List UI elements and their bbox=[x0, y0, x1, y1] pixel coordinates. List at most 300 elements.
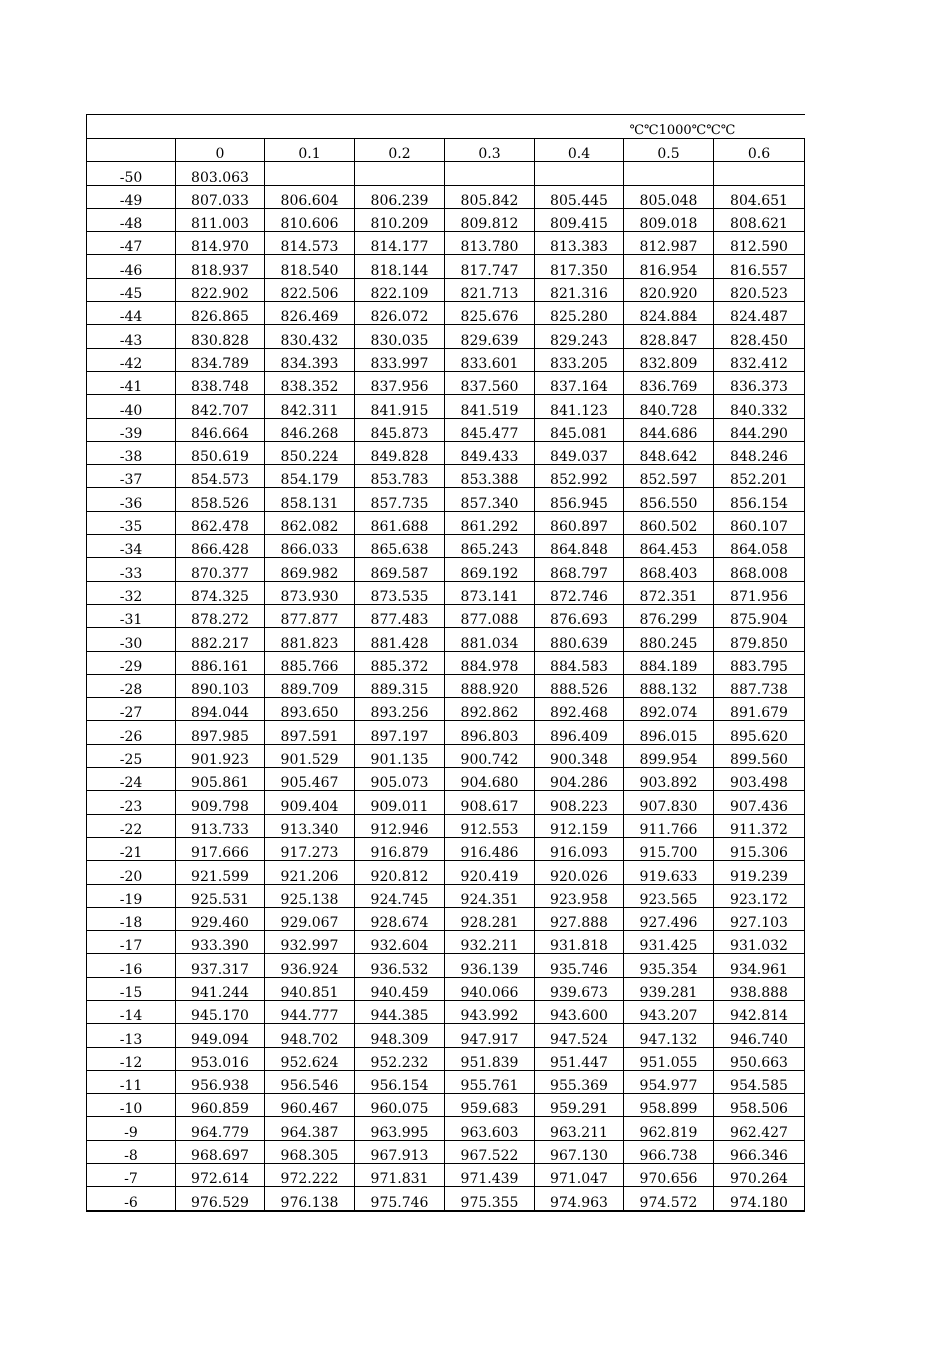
table-cell[interactable]: 875.904 bbox=[714, 604, 805, 627]
table-cell[interactable]: 853.388 bbox=[445, 465, 535, 488]
table-cell[interactable]: 917.273 bbox=[265, 837, 355, 860]
table-cell[interactable]: 857.340 bbox=[445, 488, 535, 511]
table-cell[interactable]: 821.316 bbox=[535, 278, 624, 301]
table-cell[interactable]: 927.888 bbox=[535, 907, 624, 930]
table-cell[interactable]: 974.572 bbox=[624, 1187, 714, 1211]
table-cell[interactable]: 903.498 bbox=[714, 768, 805, 791]
table-cell[interactable]: 837.164 bbox=[535, 371, 624, 394]
table-cell[interactable]: 833.205 bbox=[535, 348, 624, 371]
table-cell[interactable]: 805.445 bbox=[535, 185, 624, 208]
table-cell[interactable]: 971.047 bbox=[535, 1164, 624, 1187]
table-cell[interactable]: 947.524 bbox=[535, 1024, 624, 1047]
table-cell[interactable]: 931.818 bbox=[535, 931, 624, 954]
table-cell[interactable]: 804.651 bbox=[714, 185, 805, 208]
table-cell[interactable]: 856.550 bbox=[624, 488, 714, 511]
table-cell[interactable]: 864.848 bbox=[535, 535, 624, 558]
table-cell[interactable]: 836.769 bbox=[624, 371, 714, 394]
table-cell[interactable]: 866.033 bbox=[265, 535, 355, 558]
table-cell[interactable]: 864.453 bbox=[624, 535, 714, 558]
table-cell[interactable]: 916.879 bbox=[355, 837, 445, 860]
table-cell[interactable]: 934.961 bbox=[714, 954, 805, 977]
row-temperature[interactable]: -42 bbox=[87, 348, 176, 371]
table-cell[interactable] bbox=[355, 162, 445, 185]
table-cell[interactable]: 974.180 bbox=[714, 1187, 805, 1211]
table-cell[interactable]: 846.268 bbox=[265, 418, 355, 441]
table-cell[interactable]: 834.789 bbox=[176, 348, 265, 371]
table-cell[interactable]: 872.746 bbox=[535, 581, 624, 604]
table-cell[interactable]: 850.224 bbox=[265, 441, 355, 464]
table-cell[interactable]: 888.920 bbox=[445, 674, 535, 697]
table-cell[interactable]: 881.428 bbox=[355, 628, 445, 651]
row-temperature[interactable]: -23 bbox=[87, 791, 176, 814]
table-cell[interactable]: 947.132 bbox=[624, 1024, 714, 1047]
row-temperature[interactable]: -44 bbox=[87, 302, 176, 325]
table-cell[interactable]: 943.992 bbox=[445, 1000, 535, 1023]
table-cell[interactable]: 916.486 bbox=[445, 837, 535, 860]
table-cell[interactable]: 955.369 bbox=[535, 1070, 624, 1093]
table-cell[interactable]: 896.803 bbox=[445, 721, 535, 744]
table-cell[interactable]: 897.591 bbox=[265, 721, 355, 744]
table-cell[interactable]: 945.170 bbox=[176, 1000, 265, 1023]
table-cell[interactable]: 909.798 bbox=[176, 791, 265, 814]
row-temperature[interactable]: -11 bbox=[87, 1070, 176, 1093]
table-cell[interactable]: 871.956 bbox=[714, 581, 805, 604]
table-cell[interactable]: 814.970 bbox=[176, 232, 265, 255]
table-cell[interactable]: 810.606 bbox=[265, 208, 355, 231]
table-cell[interactable]: 955.761 bbox=[445, 1070, 535, 1093]
table-cell[interactable]: 904.286 bbox=[535, 768, 624, 791]
table-cell[interactable]: 895.620 bbox=[714, 721, 805, 744]
table-cell[interactable]: 931.032 bbox=[714, 931, 805, 954]
table-cell[interactable]: 873.930 bbox=[265, 581, 355, 604]
table-cell[interactable]: 869.192 bbox=[445, 558, 535, 581]
row-temperature[interactable]: -31 bbox=[87, 604, 176, 627]
table-cell[interactable]: 931.425 bbox=[624, 931, 714, 954]
table-cell[interactable]: 901.529 bbox=[265, 744, 355, 767]
table-cell[interactable]: 920.026 bbox=[535, 861, 624, 884]
table-cell[interactable]: 937.317 bbox=[176, 954, 265, 977]
table-cell[interactable]: 872.351 bbox=[624, 581, 714, 604]
table-cell[interactable]: 854.573 bbox=[176, 465, 265, 488]
table-cell[interactable]: 944.777 bbox=[265, 1000, 355, 1023]
table-cell[interactable]: 873.535 bbox=[355, 581, 445, 604]
table-cell[interactable]: 821.713 bbox=[445, 278, 535, 301]
table-cell[interactable]: 893.256 bbox=[355, 698, 445, 721]
row-temperature[interactable]: -37 bbox=[87, 465, 176, 488]
table-cell[interactable]: 858.526 bbox=[176, 488, 265, 511]
table-cell[interactable]: 860.897 bbox=[535, 511, 624, 534]
table-cell[interactable]: 907.830 bbox=[624, 791, 714, 814]
table-cell[interactable]: 954.977 bbox=[624, 1070, 714, 1093]
row-temperature[interactable]: -18 bbox=[87, 907, 176, 930]
table-cell[interactable]: 956.154 bbox=[355, 1070, 445, 1093]
table-cell[interactable]: 948.702 bbox=[265, 1024, 355, 1047]
row-temperature[interactable]: -50 bbox=[87, 162, 176, 185]
table-cell[interactable]: 896.409 bbox=[535, 721, 624, 744]
row-temperature[interactable]: -17 bbox=[87, 931, 176, 954]
table-cell[interactable]: 862.478 bbox=[176, 511, 265, 534]
table-cell[interactable]: 884.583 bbox=[535, 651, 624, 674]
table-cell[interactable]: 924.351 bbox=[445, 884, 535, 907]
table-cell[interactable]: 845.477 bbox=[445, 418, 535, 441]
table-cell[interactable]: 959.291 bbox=[535, 1094, 624, 1117]
table-cell[interactable]: 849.828 bbox=[355, 441, 445, 464]
table-cell[interactable]: 848.642 bbox=[624, 441, 714, 464]
table-cell[interactable]: 967.522 bbox=[445, 1140, 535, 1163]
table-cell[interactable]: 805.842 bbox=[445, 185, 535, 208]
table-cell[interactable]: 960.467 bbox=[265, 1094, 355, 1117]
table-cell[interactable]: 883.795 bbox=[714, 651, 805, 674]
table-cell[interactable]: 928.674 bbox=[355, 907, 445, 930]
row-temperature[interactable]: -8 bbox=[87, 1140, 176, 1163]
row-temperature[interactable]: -49 bbox=[87, 185, 176, 208]
table-cell[interactable]: 970.656 bbox=[624, 1164, 714, 1187]
table-cell[interactable]: 903.892 bbox=[624, 768, 714, 791]
table-cell[interactable]: 953.016 bbox=[176, 1047, 265, 1070]
table-cell[interactable]: 806.239 bbox=[355, 185, 445, 208]
table-cell[interactable]: 868.797 bbox=[535, 558, 624, 581]
table-cell[interactable]: 899.954 bbox=[624, 744, 714, 767]
table-cell[interactable]: 913.340 bbox=[265, 814, 355, 837]
table-cell[interactable]: 876.299 bbox=[624, 604, 714, 627]
row-temperature[interactable]: -45 bbox=[87, 278, 176, 301]
table-cell[interactable]: 911.766 bbox=[624, 814, 714, 837]
table-cell[interactable]: 865.243 bbox=[445, 535, 535, 558]
table-cell[interactable]: 901.135 bbox=[355, 744, 445, 767]
table-cell[interactable]: 860.107 bbox=[714, 511, 805, 534]
table-cell[interactable]: 915.306 bbox=[714, 837, 805, 860]
table-cell[interactable]: 856.945 bbox=[535, 488, 624, 511]
table-cell[interactable]: 940.459 bbox=[355, 977, 445, 1000]
table-cell[interactable]: 817.747 bbox=[445, 255, 535, 278]
table-cell[interactable]: 941.244 bbox=[176, 977, 265, 1000]
table-cell[interactable]: 908.223 bbox=[535, 791, 624, 814]
table-cell[interactable]: 919.239 bbox=[714, 861, 805, 884]
table-cell[interactable]: 951.447 bbox=[535, 1047, 624, 1070]
row-temperature[interactable]: -41 bbox=[87, 371, 176, 394]
table-cell[interactable]: 896.015 bbox=[624, 721, 714, 744]
table-cell[interactable]: 912.159 bbox=[535, 814, 624, 837]
table-cell[interactable]: 963.211 bbox=[535, 1117, 624, 1140]
table-cell[interactable]: 923.565 bbox=[624, 884, 714, 907]
table-cell[interactable]: 884.978 bbox=[445, 651, 535, 674]
table-cell[interactable]: 803.063 bbox=[176, 162, 265, 185]
table-cell[interactable]: 899.560 bbox=[714, 744, 805, 767]
table-cell[interactable]: 833.997 bbox=[355, 348, 445, 371]
table-cell[interactable]: 892.862 bbox=[445, 698, 535, 721]
row-temperature[interactable]: -19 bbox=[87, 884, 176, 907]
table-cell[interactable]: 907.436 bbox=[714, 791, 805, 814]
row-temperature[interactable]: -32 bbox=[87, 581, 176, 604]
table-cell[interactable]: 880.245 bbox=[624, 628, 714, 651]
table-cell[interactable]: 810.209 bbox=[355, 208, 445, 231]
table-cell[interactable]: 943.600 bbox=[535, 1000, 624, 1023]
table-cell[interactable]: 946.740 bbox=[714, 1024, 805, 1047]
table-cell[interactable]: 844.686 bbox=[624, 418, 714, 441]
table-cell[interactable]: 826.865 bbox=[176, 302, 265, 325]
table-cell[interactable]: 809.812 bbox=[445, 208, 535, 231]
row-temperature[interactable]: -14 bbox=[87, 1000, 176, 1023]
table-cell[interactable]: 916.093 bbox=[535, 837, 624, 860]
table-cell[interactable]: 929.460 bbox=[176, 907, 265, 930]
table-cell[interactable]: 845.081 bbox=[535, 418, 624, 441]
table-cell[interactable] bbox=[624, 162, 714, 185]
table-cell[interactable]: 932.997 bbox=[265, 931, 355, 954]
table-cell[interactable]: 877.088 bbox=[445, 604, 535, 627]
table-cell[interactable]: 861.292 bbox=[445, 511, 535, 534]
table-cell[interactable]: 849.433 bbox=[445, 441, 535, 464]
table-cell[interactable]: 809.415 bbox=[535, 208, 624, 231]
table-cell[interactable]: 886.161 bbox=[176, 651, 265, 674]
table-cell[interactable]: 900.742 bbox=[445, 744, 535, 767]
table-cell[interactable]: 854.179 bbox=[265, 465, 355, 488]
table-cell[interactable]: 858.131 bbox=[265, 488, 355, 511]
table-cell[interactable]: 868.008 bbox=[714, 558, 805, 581]
table-cell[interactable]: 967.913 bbox=[355, 1140, 445, 1163]
table-cell[interactable]: 909.011 bbox=[355, 791, 445, 814]
table-cell[interactable]: 836.373 bbox=[714, 371, 805, 394]
table-cell[interactable]: 887.738 bbox=[714, 674, 805, 697]
table-cell[interactable] bbox=[714, 162, 805, 185]
row-temperature[interactable]: -20 bbox=[87, 861, 176, 884]
table-cell[interactable]: 856.154 bbox=[714, 488, 805, 511]
table-cell[interactable]: 924.745 bbox=[355, 884, 445, 907]
table-cell[interactable]: 929.067 bbox=[265, 907, 355, 930]
table-cell[interactable]: 806.604 bbox=[265, 185, 355, 208]
table-cell[interactable]: 820.920 bbox=[624, 278, 714, 301]
table-cell[interactable]: 811.003 bbox=[176, 208, 265, 231]
row-temperature[interactable]: -27 bbox=[87, 698, 176, 721]
table-cell[interactable]: 857.735 bbox=[355, 488, 445, 511]
table-cell[interactable]: 942.814 bbox=[714, 1000, 805, 1023]
row-temperature[interactable]: -24 bbox=[87, 768, 176, 791]
table-cell[interactable]: 889.709 bbox=[265, 674, 355, 697]
table-cell[interactable]: 861.688 bbox=[355, 511, 445, 534]
table-cell[interactable]: 940.066 bbox=[445, 977, 535, 1000]
table-cell[interactable]: 879.850 bbox=[714, 628, 805, 651]
row-temperature[interactable]: -43 bbox=[87, 325, 176, 348]
table-cell[interactable]: 845.873 bbox=[355, 418, 445, 441]
table-cell[interactable]: 813.383 bbox=[535, 232, 624, 255]
table-cell[interactable]: 828.847 bbox=[624, 325, 714, 348]
table-cell[interactable]: 975.355 bbox=[445, 1187, 535, 1211]
table-cell[interactable]: 868.403 bbox=[624, 558, 714, 581]
table-cell[interactable]: 841.123 bbox=[535, 395, 624, 418]
table-cell[interactable]: 939.281 bbox=[624, 977, 714, 1000]
table-cell[interactable]: 853.783 bbox=[355, 465, 445, 488]
table-cell[interactable]: 833.601 bbox=[445, 348, 535, 371]
table-cell[interactable]: 971.439 bbox=[445, 1164, 535, 1187]
table-cell[interactable]: 838.748 bbox=[176, 371, 265, 394]
table-cell[interactable]: 912.553 bbox=[445, 814, 535, 837]
row-temperature[interactable]: -12 bbox=[87, 1047, 176, 1070]
table-cell[interactable]: 840.728 bbox=[624, 395, 714, 418]
table-cell[interactable]: 826.072 bbox=[355, 302, 445, 325]
table-cell[interactable]: 938.888 bbox=[714, 977, 805, 1000]
table-cell[interactable]: 842.311 bbox=[265, 395, 355, 418]
table-cell[interactable]: 919.633 bbox=[624, 861, 714, 884]
table-cell[interactable]: 956.546 bbox=[265, 1070, 355, 1093]
table-cell[interactable]: 841.519 bbox=[445, 395, 535, 418]
table-cell[interactable]: 960.075 bbox=[355, 1094, 445, 1117]
table-cell[interactable]: 829.243 bbox=[535, 325, 624, 348]
table-cell[interactable]: 900.348 bbox=[535, 744, 624, 767]
table-cell[interactable]: 884.189 bbox=[624, 651, 714, 674]
row-temperature[interactable]: -40 bbox=[87, 395, 176, 418]
table-cell[interactable]: 954.585 bbox=[714, 1070, 805, 1093]
row-temperature[interactable]: -34 bbox=[87, 535, 176, 558]
table-cell[interactable]: 812.987 bbox=[624, 232, 714, 255]
table-cell[interactable]: 970.264 bbox=[714, 1164, 805, 1187]
table-cell[interactable]: 925.531 bbox=[176, 884, 265, 907]
table-cell[interactable]: 962.819 bbox=[624, 1117, 714, 1140]
table-cell[interactable]: 814.177 bbox=[355, 232, 445, 255]
table-cell[interactable]: 936.139 bbox=[445, 954, 535, 977]
table-cell[interactable]: 878.272 bbox=[176, 604, 265, 627]
table-cell[interactable]: 850.619 bbox=[176, 441, 265, 464]
table-cell[interactable]: 963.995 bbox=[355, 1117, 445, 1140]
table-cell[interactable]: 825.676 bbox=[445, 302, 535, 325]
row-temperature[interactable]: -25 bbox=[87, 744, 176, 767]
row-temperature[interactable]: -21 bbox=[87, 837, 176, 860]
table-cell[interactable]: 893.650 bbox=[265, 698, 355, 721]
table-cell[interactable]: 830.035 bbox=[355, 325, 445, 348]
table-cell[interactable]: 848.246 bbox=[714, 441, 805, 464]
table-cell[interactable]: 877.483 bbox=[355, 604, 445, 627]
table-cell[interactable]: 813.780 bbox=[445, 232, 535, 255]
table-cell[interactable] bbox=[535, 162, 624, 185]
table-cell[interactable]: 873.141 bbox=[445, 581, 535, 604]
table-cell[interactable]: 822.506 bbox=[265, 278, 355, 301]
table-cell[interactable]: 963.603 bbox=[445, 1117, 535, 1140]
row-temperature[interactable]: -38 bbox=[87, 441, 176, 464]
table-cell[interactable]: 966.346 bbox=[714, 1140, 805, 1163]
table-cell[interactable]: 805.048 bbox=[624, 185, 714, 208]
table-cell[interactable]: 866.428 bbox=[176, 535, 265, 558]
table-cell[interactable]: 960.859 bbox=[176, 1094, 265, 1117]
table-cell[interactable]: 885.766 bbox=[265, 651, 355, 674]
table-cell[interactable]: 897.985 bbox=[176, 721, 265, 744]
table-cell[interactable]: 904.680 bbox=[445, 768, 535, 791]
table-cell[interactable]: 852.201 bbox=[714, 465, 805, 488]
table-cell[interactable]: 933.390 bbox=[176, 931, 265, 954]
row-temperature[interactable]: -33 bbox=[87, 558, 176, 581]
table-cell[interactable]: 880.639 bbox=[535, 628, 624, 651]
table-cell[interactable]: 909.404 bbox=[265, 791, 355, 814]
table-cell[interactable]: 824.487 bbox=[714, 302, 805, 325]
row-temperature[interactable]: -26 bbox=[87, 721, 176, 744]
table-cell[interactable]: 832.809 bbox=[624, 348, 714, 371]
table-cell[interactable]: 891.679 bbox=[714, 698, 805, 721]
table-cell[interactable]: 952.232 bbox=[355, 1047, 445, 1070]
table-cell[interactable]: 976.138 bbox=[265, 1187, 355, 1211]
table-cell[interactable]: 920.812 bbox=[355, 861, 445, 884]
table-cell[interactable]: 865.638 bbox=[355, 535, 445, 558]
row-temperature[interactable]: -10 bbox=[87, 1094, 176, 1117]
row-temperature[interactable]: -36 bbox=[87, 488, 176, 511]
table-cell[interactable]: 923.958 bbox=[535, 884, 624, 907]
table-cell[interactable]: 928.281 bbox=[445, 907, 535, 930]
table-cell[interactable]: 967.130 bbox=[535, 1140, 624, 1163]
table-cell[interactable]: 818.937 bbox=[176, 255, 265, 278]
table-cell[interactable]: 905.861 bbox=[176, 768, 265, 791]
table-cell[interactable]: 948.309 bbox=[355, 1024, 445, 1047]
table-cell[interactable]: 959.683 bbox=[445, 1094, 535, 1117]
table-cell[interactable]: 956.938 bbox=[176, 1070, 265, 1093]
row-temperature[interactable]: -35 bbox=[87, 511, 176, 534]
table-cell[interactable]: 862.082 bbox=[265, 511, 355, 534]
table-cell[interactable]: 807.033 bbox=[176, 185, 265, 208]
row-temperature[interactable]: -16 bbox=[87, 954, 176, 977]
table-cell[interactable]: 888.526 bbox=[535, 674, 624, 697]
table-cell[interactable]: 915.700 bbox=[624, 837, 714, 860]
table-cell[interactable]: 897.197 bbox=[355, 721, 445, 744]
table-cell[interactable]: 820.523 bbox=[714, 278, 805, 301]
table-cell[interactable]: 822.109 bbox=[355, 278, 445, 301]
table-cell[interactable]: 975.746 bbox=[355, 1187, 445, 1211]
table-cell[interactable]: 846.664 bbox=[176, 418, 265, 441]
table-cell[interactable]: 971.831 bbox=[355, 1164, 445, 1187]
table-cell[interactable]: 832.412 bbox=[714, 348, 805, 371]
table-cell[interactable]: 923.172 bbox=[714, 884, 805, 907]
table-cell[interactable]: 962.427 bbox=[714, 1117, 805, 1140]
table-cell[interactable]: 940.851 bbox=[265, 977, 355, 1000]
row-temperature[interactable]: -9 bbox=[87, 1117, 176, 1140]
table-cell[interactable]: 958.899 bbox=[624, 1094, 714, 1117]
table-cell[interactable]: 881.823 bbox=[265, 628, 355, 651]
table-cell[interactable]: 913.733 bbox=[176, 814, 265, 837]
row-temperature[interactable]: -13 bbox=[87, 1024, 176, 1047]
table-cell[interactable]: 852.597 bbox=[624, 465, 714, 488]
row-temperature[interactable]: -6 bbox=[87, 1187, 176, 1211]
table-cell[interactable]: 840.332 bbox=[714, 395, 805, 418]
table-cell[interactable]: 885.372 bbox=[355, 651, 445, 674]
table-cell[interactable]: 842.707 bbox=[176, 395, 265, 418]
table-cell[interactable]: 816.954 bbox=[624, 255, 714, 278]
table-cell[interactable]: 966.738 bbox=[624, 1140, 714, 1163]
table-cell[interactable]: 841.915 bbox=[355, 395, 445, 418]
table-cell[interactable]: 830.432 bbox=[265, 325, 355, 348]
table-cell[interactable]: 905.467 bbox=[265, 768, 355, 791]
table-cell[interactable]: 890.103 bbox=[176, 674, 265, 697]
table-cell[interactable]: 876.693 bbox=[535, 604, 624, 627]
table-cell[interactable]: 952.624 bbox=[265, 1047, 355, 1070]
table-cell[interactable] bbox=[445, 162, 535, 185]
table-cell[interactable]: 870.377 bbox=[176, 558, 265, 581]
table-cell[interactable]: 828.450 bbox=[714, 325, 805, 348]
table-cell[interactable]: 921.599 bbox=[176, 861, 265, 884]
table-cell[interactable]: 968.697 bbox=[176, 1140, 265, 1163]
table-cell[interactable]: 829.639 bbox=[445, 325, 535, 348]
table-cell[interactable]: 814.573 bbox=[265, 232, 355, 255]
row-temperature[interactable]: -48 bbox=[87, 208, 176, 231]
table-cell[interactable]: 892.468 bbox=[535, 698, 624, 721]
table-cell[interactable]: 968.305 bbox=[265, 1140, 355, 1163]
table-cell[interactable]: 822.902 bbox=[176, 278, 265, 301]
table-cell[interactable]: 888.132 bbox=[624, 674, 714, 697]
table-cell[interactable]: 927.496 bbox=[624, 907, 714, 930]
table-cell[interactable]: 936.532 bbox=[355, 954, 445, 977]
table-cell[interactable]: 877.877 bbox=[265, 604, 355, 627]
table-cell[interactable]: 849.037 bbox=[535, 441, 624, 464]
table-cell[interactable]: 830.828 bbox=[176, 325, 265, 348]
table-cell[interactable]: 838.352 bbox=[265, 371, 355, 394]
table-cell[interactable]: 824.884 bbox=[624, 302, 714, 325]
table-cell[interactable]: 837.956 bbox=[355, 371, 445, 394]
table-cell[interactable]: 817.350 bbox=[535, 255, 624, 278]
table-cell[interactable]: 976.529 bbox=[176, 1187, 265, 1211]
row-temperature[interactable]: -39 bbox=[87, 418, 176, 441]
